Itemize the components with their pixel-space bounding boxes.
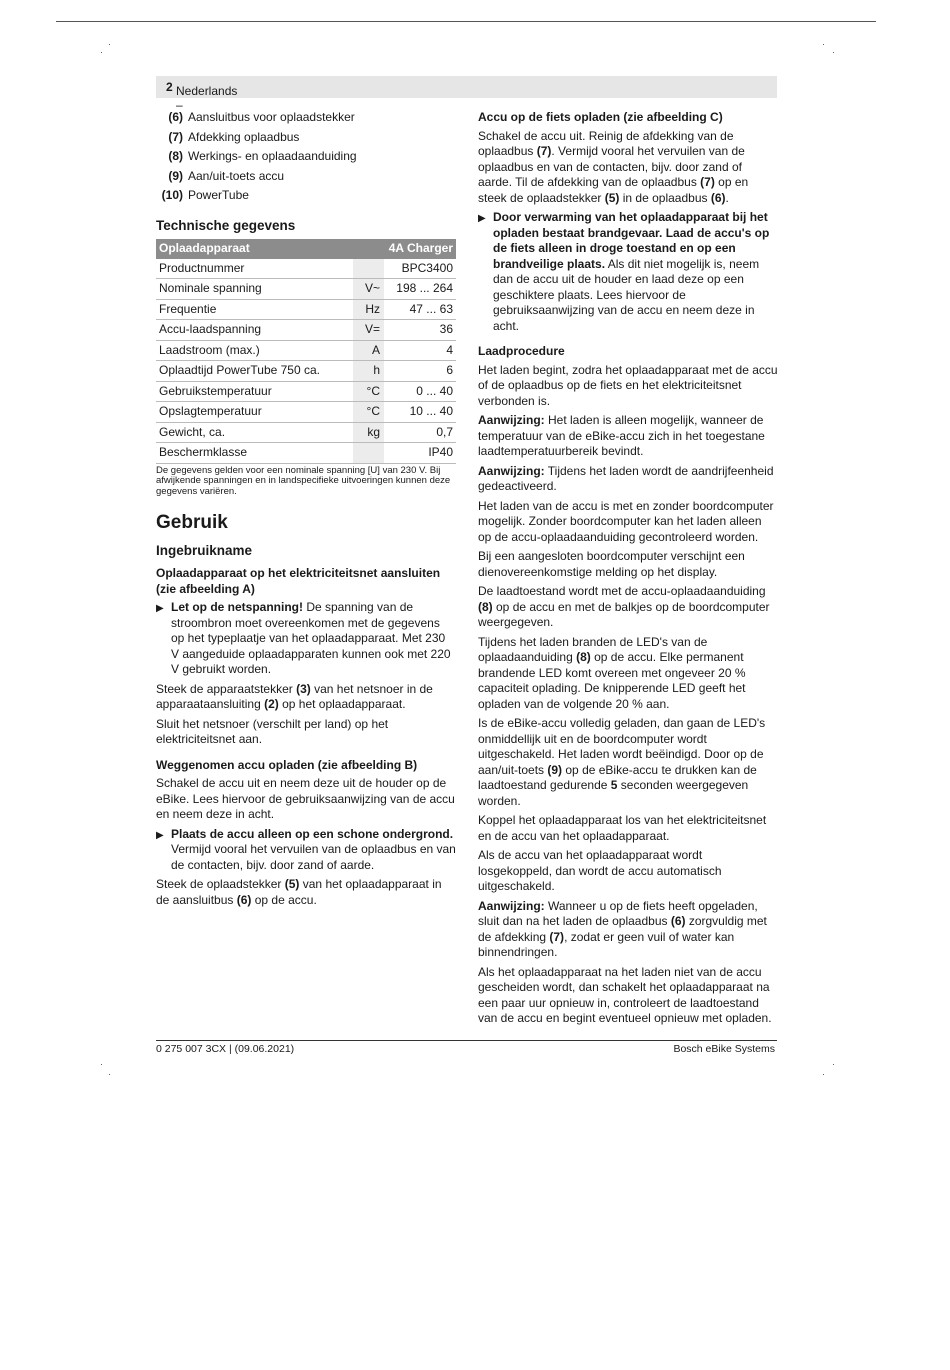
- legend-item: (6) Aansluitbus voor oplaadstekker: [168, 110, 355, 124]
- procedure-heading: Laadprocedure: [478, 344, 565, 358]
- arrow-icon: ▶: [156, 603, 164, 614]
- spec-row: Laadstroom (max.) A 4: [156, 340, 456, 361]
- paragraph: Schakel de accu uit en neem deze uit de houder op de eBike. Lees hiervoor de gebruiksaanwijzing van de accu en neem deze in acht.: [156, 776, 455, 821]
- paragraph: Steek de apparaatstekker (3) van het netsnoer in de apparaataansluiting (2) op het oplaadapparaat.: [156, 681, 433, 711]
- spec-row: Nominale spanning V~ 198 ... 264: [156, 279, 456, 300]
- spec-row: Oplaadtijd PowerTube 750 ca. h 6: [156, 361, 456, 382]
- section-title-gebruik: Gebruik: [156, 512, 228, 533]
- page-number: 2: [166, 80, 173, 94]
- arrow-icon: ▶: [156, 829, 164, 841]
- footer-rule: [156, 1040, 777, 1041]
- crop-mark: ·: [822, 1069, 825, 1079]
- crop-mark: ·: [822, 39, 825, 49]
- tech-heading: Technische gegevens: [156, 217, 296, 233]
- spec-row: Productnummer BPC3400: [156, 259, 456, 279]
- note-paragraph: Aanwijzing: Het laden is alleen mogelijk, wanneer de temperatuur van de eBike-accu zich in het toegestane laadtemperatuurbereik bevindt.: [478, 413, 765, 458]
- procedure-heading: Accu op de fiets opladen (zie afbeelding C): [478, 110, 723, 124]
- paragraph: Tijdens het laden branden de LED's van de oplaadaanduiding (8) op de accu. Elke permanent brandende LED komt overeen met ongeveer 20 % capaciteit oplading. De knipperende LED geeft het opladen van de volgende 20 % aan.: [478, 634, 746, 711]
- procedure-heading: Oplaadapparaat op het elektriciteitsnet aansluiten (zie afbeelding A): [156, 566, 441, 596]
- crop-mark: ·: [832, 47, 835, 57]
- spec-row: Frequentie Hz 47 ... 63: [156, 299, 456, 320]
- document-number: 0 275 007 3CX | (09.06.2021): [156, 1043, 295, 1055]
- note-paragraph: Aanwijzing: Wanneer u op de fiets heeft opgeladen, sluit dan na het laden de oplaadbus (6) zorgvuldig met de afdekking (7), zodat er geen vuil of water kan binnendringen.: [478, 898, 767, 959]
- paragraph: Als de accu van het oplaadapparaat wordt losgekoppeld, dan wordt de accu automatisch uitgeschakeld.: [478, 848, 722, 893]
- paragraph: Als het oplaadapparaat na het laden niet van de accu gescheiden wordt, dan schakelt het oplaadapparaat na een paar uur opnieuw in, controleert de laadtoestand van de accu en begint eventueel opnieuw met opladen.: [478, 964, 772, 1025]
- procedure-heading: Weggenomen accu opladen (zie afbeelding B): [156, 757, 418, 772]
- spec-row: Gewicht, ca. kg 0,7: [156, 422, 456, 443]
- spec-header-unit: [353, 239, 384, 259]
- spec-table: [156, 239, 456, 464]
- component-legend: [156, 110, 456, 204]
- paragraph: Steek de oplaadstekker (5) van het oplaadapparaat in de aansluitbus (6) op de accu.: [156, 877, 442, 907]
- legend-item: (10) PowerTube: [161, 188, 249, 202]
- paragraph: De laadtoestand wordt met de accu-oplaadaanduiding (8) op de accu en met de balkjes op de boordcomputer weergegeven.: [478, 584, 770, 629]
- top-rule: [56, 21, 876, 22]
- paragraph: Schakel de accu uit. Reinig de afdekking van de oplaadbus (7). Vermijd vooral het vervuilen van de oplaadbus en van de contacten, bijv. door zand of aarde. Til de afdekking van de oplaadbus (7) op en steek de oplaadstekker (5) in de oplaadbus (6).: [478, 128, 749, 205]
- paragraph: Sluit het netsnoer (verschilt per land) op het elektriciteitsnet aan.: [156, 716, 389, 746]
- spec-header-label: Oplaadapparaat: [156, 239, 353, 259]
- left-column: [156, 110, 456, 912]
- header-language: Nederlands –: [176, 84, 238, 112]
- warning-bullet: ▶ Let op de netspanning! De spanning van de stroombron moet overeenkomen met de gegevens op het typeplaatje van het oplaadapparaat. Met 230 V aangeduide oplaadapparaten kunnen ook met 220 V gebruikt worden.: [156, 600, 451, 676]
- crop-mark: ·: [100, 47, 103, 57]
- paragraph: Bij een aangesloten boordcomputer verschijnt een dienovereenkomstige melding op het display.: [478, 549, 745, 579]
- crop-mark: ·: [832, 1059, 835, 1069]
- crop-mark: ·: [100, 1059, 103, 1069]
- paragraph: Is de eBike-accu volledig geladen, dan gaan de LED's onmiddellijk uit en de boordcomputer wordt uitgeschakeld. Het laden wordt beëindigd. Door op de aan/uit-toets (9) op de eBike-accu te drukken kan de laadtoestand gedurende 5 seconden weergegeven worden.: [478, 716, 766, 808]
- legend-item: (7) Afdekking oplaadbus: [168, 129, 300, 144]
- right-column: [478, 110, 778, 1031]
- page-header: [156, 76, 777, 112]
- paragraph: Koppel het oplaadapparaat los van het elektriciteitsnet en de accu van het oplaadapparaat.: [478, 813, 767, 843]
- spec-row: Opslagtemperatuur °C 10 ... 40: [156, 402, 456, 423]
- legend-item: (8) Werkings- en oplaadaanduiding: [168, 149, 357, 163]
- spec-header-row: [156, 239, 456, 259]
- publisher: Bosch eBike Systems: [673, 1043, 775, 1055]
- spec-row: Beschermklasse IP40: [156, 443, 456, 464]
- crop-mark: ·: [108, 39, 111, 49]
- note-paragraph: Aanwijzing: Tijdens het laden wordt de aandrijfeenheid gedeactiveerd.: [478, 463, 774, 493]
- legend-item: (9) Aan/uit-toets accu: [168, 168, 285, 183]
- spec-header-model: 4A Charger: [384, 239, 456, 259]
- crop-mark: ·: [108, 1069, 111, 1079]
- warning-bullet: ▶ Plaats de accu alleen op een schone ondergrond. Vermijd vooral het vervuilen van de oplaadbus en van de contacten, bijv. door zand of aarde.: [156, 826, 456, 872]
- paragraph: Het laden begint, zodra het oplaadapparaat met de accu of de oplaadbus op de fiets en het elektriciteitsnet verbonden is.: [478, 362, 778, 408]
- arrow-icon: ▶: [478, 213, 486, 224]
- spec-row: Accu-laadspanning V= 36: [156, 320, 456, 341]
- warning-bullet: ▶ Door verwarming van het oplaadapparaat bij het opladen bestaat brandgevaar. Laad de accu's op de fiets alleen in droge toestand en op een brandveilige plaats. Als dit niet mogelijk is, neem dan de accu uit de houder en laad deze op een geschiktere plaats. Lees hiervoor de gebruiksaanwijzing van de accu en neem deze in acht.: [478, 210, 770, 333]
- paragraph: Het laden van de accu is met en zonder boordcomputer mogelijk. Zonder boordcomputer kan het laden alleen op de accu-oplaadaanduiding gecontroleerd worden.: [478, 498, 774, 544]
- spec-row: Gebruikstemperatuur °C 0 ... 40: [156, 381, 456, 402]
- spec-footnote: De gegevens gelden voor een nominale spanning [U] van 230 V. Bij afwijkende spanningen en in landspecifieke uitvoeringen kunnen deze gegevens variëren.: [156, 464, 451, 497]
- subsection-title: Ingebruikname: [156, 542, 253, 558]
